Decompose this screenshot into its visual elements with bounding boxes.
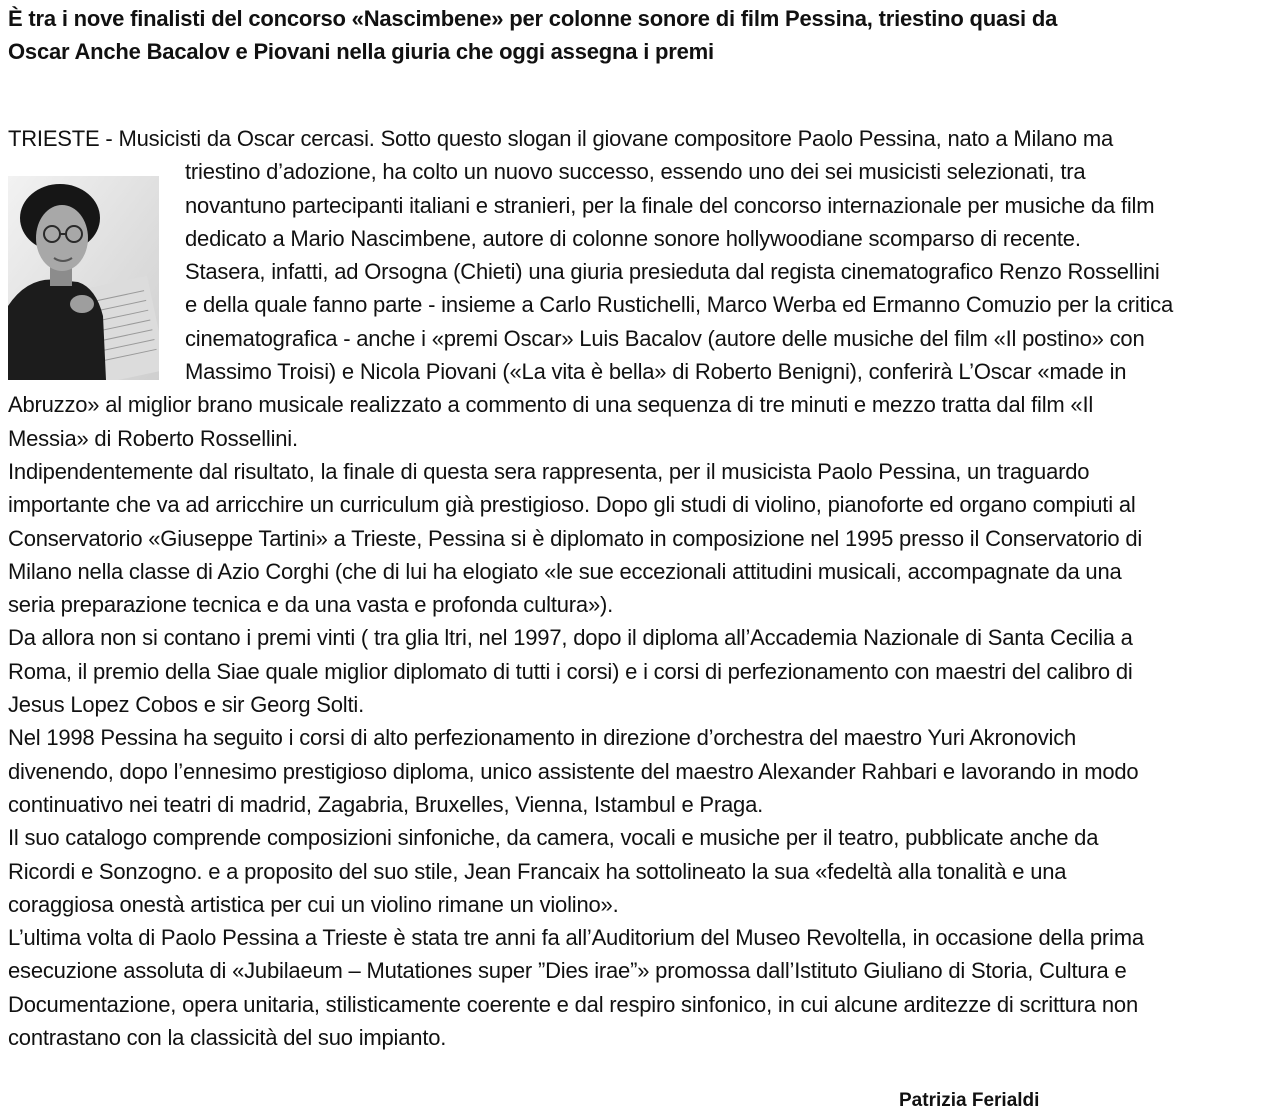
body-line: Roma, il premio della Siae quale miglior diplomato di tutti i corsi) e i corsi di perfezionamento con maestri del calibro di [8,658,1133,684]
body-line: coraggiosa onestà artistica per cui un violino rimane un violino». [8,891,619,917]
body-line: Il suo catalogo comprende composizioni sinfoniche, da camera, vocali e musiche per il teatro, pubblicate anche da [8,825,1099,851]
body-line: seria preparazione tecnica e da una vasta e profonda cultura»). [8,592,614,618]
body-line: Messia» di Roberto Rossellini. [8,425,298,451]
body-line: TRIESTE - Musicisti da Oscar cercasi. Sotto questo slogan il giovane compositore Paolo Pessina, nato a Milano ma [8,126,1114,151]
body-line: esecuzione assoluta di «Jubilaeum – Mutationes super ”Dies irae”» promossa dall’Istituto Giuliano di Storia, Cultura e [8,958,1127,984]
body-line: Jesus Lopez Cobos e sir Georg Solti. [8,692,364,718]
body-line: Massimo Troisi) e Nicola Piovani («La vita è bella» di Roberto Benigni), conferirà L’Oscar «made in [185,359,1127,385]
body-line: Documentazione, opera unitaria, stilisticamente coerente e dal respiro sinfonico, in cui alcune arditezze di scrittura non [8,991,1138,1017]
body-line: cinematografica - anche i «premi Oscar» Luis Bacalov (autore delle musiche del film «Il postino» con [185,325,1145,351]
body-line: triestino d’adozione, ha colto un nuovo successo, essendo uno dei sei musicisti selezionati, tra [185,159,1086,185]
body-line: continuativo nei teatri di madrid, Zagabria, Bruxelles, Vienna, Istambul e Praga. [8,791,764,817]
body-line: importante che va ad arricchire un curriculum già prestigioso. Dopo gli studi di violino, pianoforte ed organo compiuti al [8,492,1136,518]
body-line: contrastano con la classicità del suo impianto. [8,1025,447,1051]
body-line: novantuno partecipanti italiani e stranieri, per la finale del concorso internazionale per musiche da film [185,192,1155,218]
author-signature: Patrizia Ferialdi [899,1090,1040,1111]
body-line: dedicato a Mario Nascimbene, autore di colonne sonore hollywoodiane scomparso di recente. [185,225,1081,251]
body-line: Conservatorio «Giuseppe Tartini» a Trieste, Pessina si è diplomato in composizione nel 1995 presso il Conservatorio di [8,525,1143,551]
headline-line: Oscar Anche Bacalov e Piovani nella giuria che oggi assegna i premi [8,39,714,65]
body-line: divenendo, dopo l’ennesimo prestigioso diploma, unico assistente del maestro Alexander Rahbari e lavorando in modo [8,758,1139,784]
body-line: Stasera, infatti, ad Orsogna (Chieti) una giuria presieduta dal regista cinematografico Renzo Rossellini [185,259,1160,285]
body-line: Nel 1998 Pessina ha seguito i corsi di alto perfezionamento in direzione d’orchestra del maestro Yuri Akronovich [8,725,1077,751]
article-body [8,122,1274,1054]
body-line: Milano nella classe di Azio Corghi (che di lui ha elogiato «le sue eccezionali attitudini musicali, accompagnate da una [8,558,1122,584]
body-line: Abruzzo» al miglior brano musicale realizzato a commento di una sequenza di tre minuti e mezzo tratta dal film «Il [8,392,1094,418]
headline [8,4,1274,71]
body-line: e della quale fanno parte - insieme a Carlo Rustichelli, Marco Werba ed Ermanno Comuzio per la critica [185,292,1174,318]
body-line: Da allora non si contano i premi vinti ( tra glia ltri, nel 1997, dopo il diploma all’Accademia Nazionale di Santa Cecilia a [8,625,1133,651]
body-line: Ricordi e Sonzogno. e a proposito del suo stile, Jean Francaix ha sottolineato la sua «fedeltà alla tonalità e una [8,858,1067,884]
body-line: L’ultima volta di Paolo Pessina a Trieste è stata tre anni fa all’Auditorium del Museo Revoltella, in occasione della prima [8,925,1144,951]
body-line: Indipendentemente dal risultato, la finale di questa sera rappresenta, per il musicista Paolo Pessina, un traguardo [8,458,1090,484]
headline-line: È tra i nove finalisti del concorso «Nascimbene» per colonne sonore di film Pessina, triestino quasi da [8,6,1058,31]
